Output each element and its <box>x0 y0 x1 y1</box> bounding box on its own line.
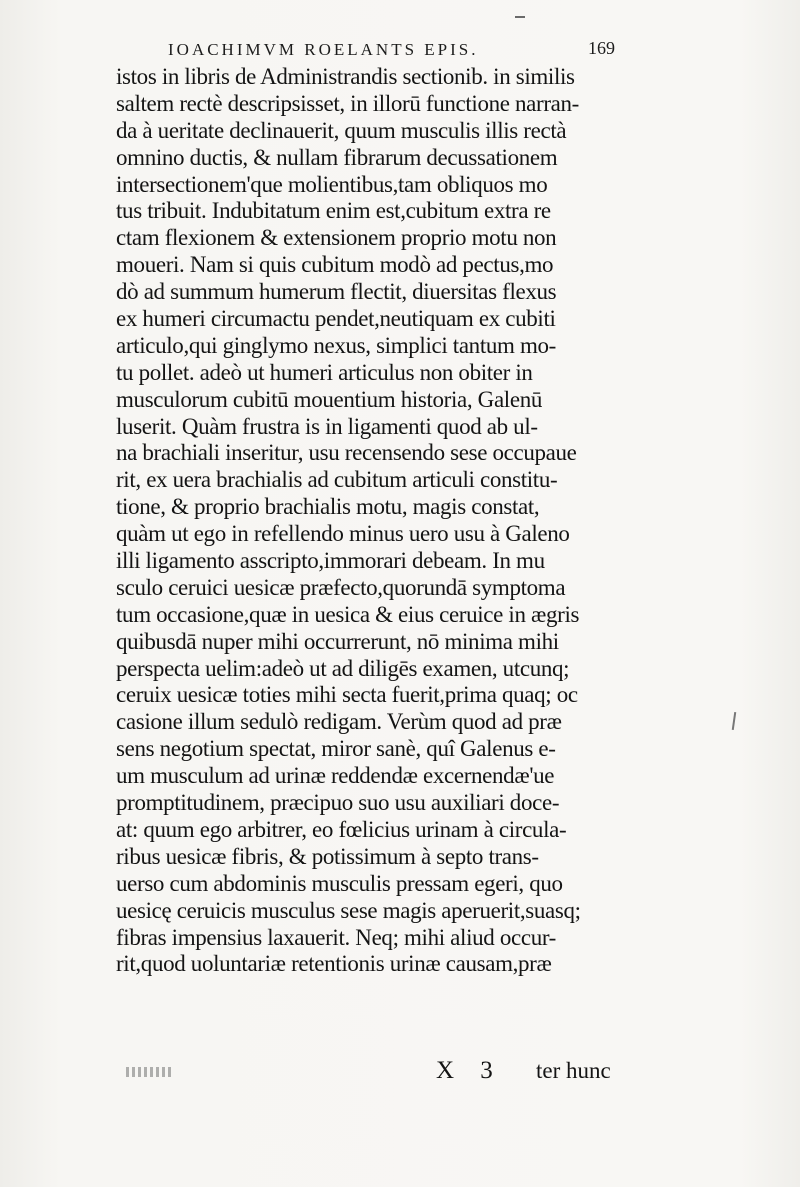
text-line: quibusdā nuper mihi occurrerunt, nō minima mihi <box>116 628 559 654</box>
text-line: ex humeri circumactu pendet,neutiquam ex cubiti <box>116 306 556 332</box>
text-line: istos in libris de Administrandis sectionib. in similis <box>116 64 575 89</box>
footer-smudge <box>126 1067 174 1077</box>
text-line: articulo,qui ginglymo nexus, simplici tantum mo- <box>116 332 556 358</box>
running-head: IOACHIMVM ROELANTS EPIS. <box>168 40 479 59</box>
text-line: dò ad summum humerum flectit, diuersitas flexus <box>116 279 557 305</box>
text-line: perspecta uelim:adeò ut ad diligēs examen, utcunq; <box>116 655 570 681</box>
text-line: na brachiali inseritur, usu recensendo sese occupaue <box>116 440 577 466</box>
margin-mark <box>732 712 736 730</box>
text-line: illi ligamento asscripto,immorari debeam. In mu <box>116 548 545 574</box>
text-line: intersectionem'que molientibus,tam obliquos mo <box>116 171 548 197</box>
text-line: uerso cum abdominis musculis pressam egeri, quo <box>116 870 563 896</box>
text-line: quàm ut ego in refellendo minus uero usu à Galeno <box>116 521 570 547</box>
text-line: sculo ceruici uesicæ præfecto,quorundā symptoma <box>116 574 566 600</box>
text-line: tus tribuit. Indubitatum enim est,cubitum extra re <box>116 198 551 224</box>
text-line: saltem rectè descripsisset, in illorū functione narran- <box>116 90 579 116</box>
text-line: fibras impensius laxauerit. Neq; mihi aliud occur- <box>116 924 556 950</box>
text-line: ceruix uesicæ toties mihi secta fuerit,prima quaq; oc <box>116 682 578 708</box>
text-line: uesicę ceruicis musculus sese magis aperuerit,suasq; <box>116 897 581 923</box>
text-line: ribus uesicæ fibris, & potissimum à septo trans- <box>116 843 539 869</box>
text-line: rit, ex uera brachialis ad cubitum articuli constitu- <box>116 467 558 493</box>
text-line: luserit. Quàm frustra is in ligamenti quod ab ul- <box>116 413 538 439</box>
text-line: promptitudinem, præcipuo suo usu auxiliari doce- <box>116 790 560 816</box>
text-line: casione illum sedulò redigam. Verùm quod ad præ <box>116 709 562 735</box>
signature-mark: X 3 <box>436 1057 503 1084</box>
body-text <box>116 64 628 978</box>
catchword: ter hunc <box>536 1058 611 1083</box>
text-line: um musculum ad urinæ reddendæ excernendæ'ue <box>116 763 555 789</box>
text-line: da à ueritate declinauerit, quum musculis illis rectà <box>116 117 567 143</box>
text-line: tione, & proprio brachialis motu, magis constat, <box>116 494 540 520</box>
text-line: at: quum ego arbitrer, eo fœlicius urinam à circula- <box>116 816 567 842</box>
text-line: moueri. Nam si quis cubitum modò ad pectus,mo <box>116 252 554 278</box>
text-line: omnino ductis, & nullam fibrarum decussationem <box>116 144 558 170</box>
text-line: rit,quod uoluntariæ retentionis urinæ causam,præ <box>116 951 552 977</box>
text-line: musculorum cubitū mouentium historia, Galenū <box>116 386 543 412</box>
text-line: sens negotium spectat, miror sanè, quî Galenus e- <box>116 736 556 762</box>
print-mark <box>515 16 525 18</box>
folio-number: 169 <box>588 38 615 58</box>
text-line: tu pollet. adeò ut humeri articulus non obiter in <box>116 359 533 385</box>
text-line: tum occasione,quæ in uesica & eius ceruice in ægris <box>116 601 580 627</box>
text-line: ctam flexionem & extensionem proprio motu non <box>116 225 557 251</box>
page-footer <box>0 1055 800 1089</box>
